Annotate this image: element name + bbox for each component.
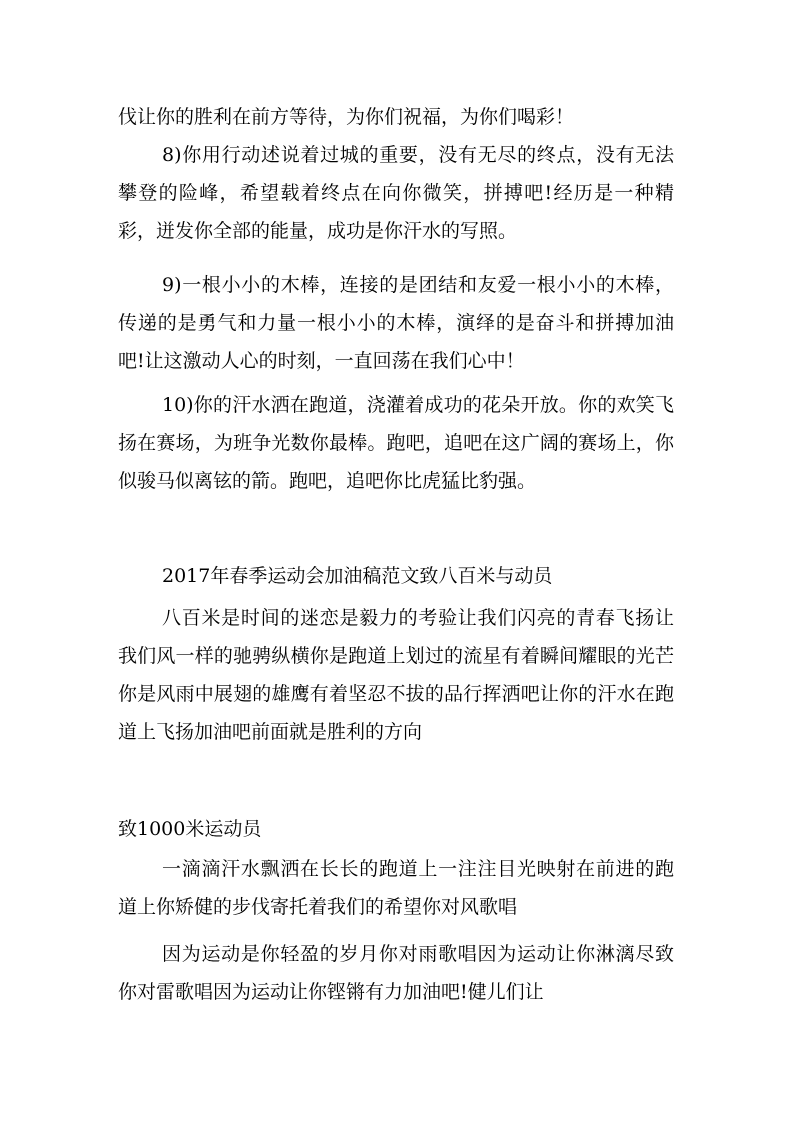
section-heading: 2017年春季运动会加油稿范文致八百米与动员 (162, 565, 553, 587)
paragraph-6: 一滴滴汗水飘洒在长长的跑道上一注注目光映射在前进的跑道上你矫健的步伐寄托着我们的希望你对风歌唱 (118, 858, 674, 918)
paragraph-3: 9)一根小小的木棒，连接的是团结和友爱一根小小的木棒，传递的是勇气和力量一根小小的木棒，演绎的是奋斗和拼搏加油吧!让这激动人心的时刻，一直回荡在我们心中！ (118, 274, 674, 372)
paragraph-2: 8)你用行动述说着过城的重要，没有无尽的终点，没有无法攀登的险峰，希望载着终点在向你微笑，拼搏吧!经历是一种精彩，迸发你全部的能量，成功是你汗水的写照。 (118, 144, 674, 242)
paragraph-5: 八百米是时间的迷恋是毅力的考验让我们闪亮的青春飞扬让我们风一样的驰骋纵横你是跑道上划过的流星有着瞬间耀眼的光芒你是风雨中展翅的雄鹰有着坚忍不拔的品行挥洒吧让你的汗水在跑道上飞扬加油吧前面就是胜利的方向 (118, 607, 674, 743)
subheading: 致1000米运动员 (118, 818, 262, 840)
paragraph-7: 因为运动是你轻盈的岁月你对雨歌唱因为运动让你淋漓尽致你对雷歌唱因为运动让你铿锵有力加油吧!健儿们让 (118, 943, 674, 1003)
paragraph-4: 10)你的汗水洒在跑道，浇灌着成功的花朵开放。你的欢笑飞扬在赛场，为班争光数你最棒。跑吧，追吧在这广阔的赛场上，你似骏马似离铉的箭。跑吧，追吧你比虎猛比豹强。 (118, 394, 674, 492)
paragraph-1: 伐让你的胜利在前方等待，为你们祝福，为你们喝彩！ (118, 106, 575, 128)
